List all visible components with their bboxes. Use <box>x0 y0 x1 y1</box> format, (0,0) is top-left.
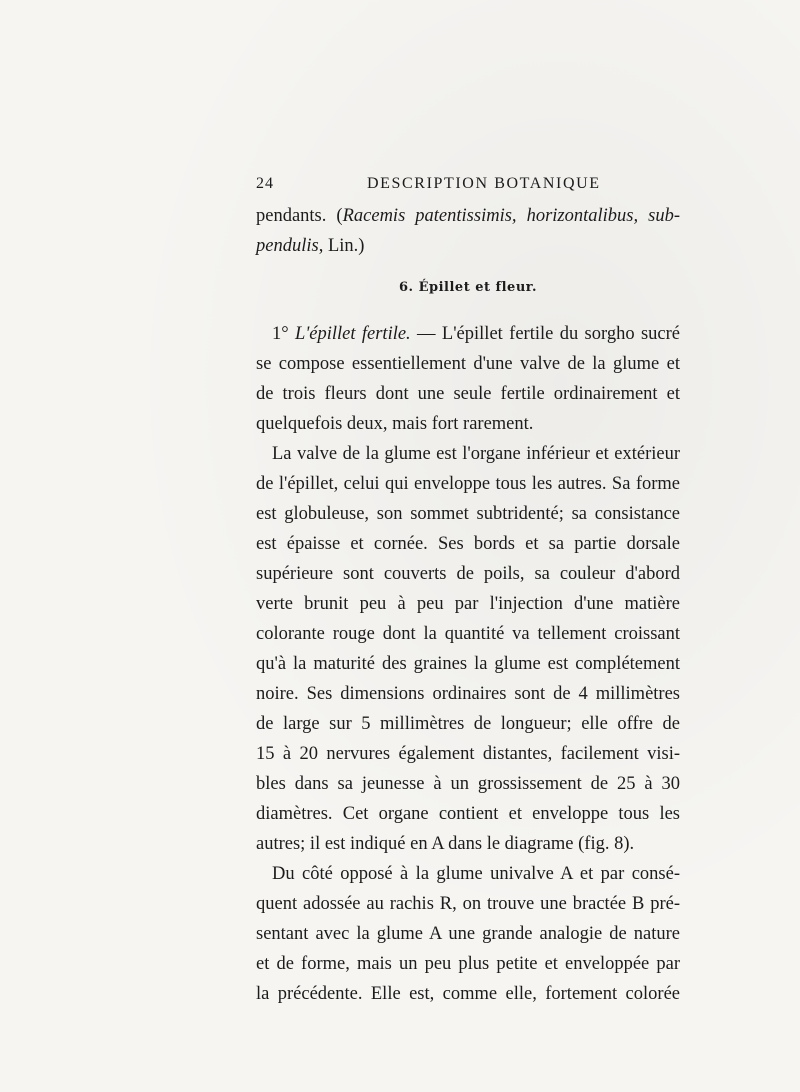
text-segment: diamètres. Cet organe contient et enveloppe tous les <box>256 804 680 824</box>
text-line <box>256 709 680 739</box>
text-segment: de large sur 5 millimètres de longueur; elle offre de <box>256 714 680 734</box>
paragraph-epillet-fertile <box>256 319 680 439</box>
text-line <box>256 409 680 439</box>
text-line <box>256 649 680 679</box>
italic-text: L'épillet fertile. <box>295 324 411 344</box>
text-line <box>256 589 680 619</box>
paragraph-valve-glume <box>256 439 680 859</box>
text-segment: quent adossée au rachis R, on trouve une bractée B pré- <box>256 894 680 914</box>
text-segment: — L'épillet fertile du sorgho sucré <box>410 324 680 344</box>
text-segment: et de forme, mais un peu plus petite et enveloppée par <box>256 954 680 974</box>
intro-paragraph <box>256 201 680 261</box>
text-line <box>256 919 680 949</box>
text-segment: autres; il est indiqué en A dans le diagrame (fig. 8). <box>256 834 635 854</box>
text-line <box>256 231 680 261</box>
text-segment: colorante rouge dont la quantité va tellement croissant <box>256 624 680 644</box>
text-line <box>256 349 680 379</box>
text-segment: de trois fleurs dont une seule fertile ordinairement et <box>256 384 680 404</box>
text-segment: qu'à la maturité des graines la glume est complétement <box>256 654 680 674</box>
text-segment: verte brunit peu à peu par l'injection d'une matière <box>256 594 680 614</box>
text-line <box>256 619 680 649</box>
text-line <box>256 859 680 889</box>
text-line <box>256 739 680 769</box>
text-line <box>256 499 680 529</box>
text-segment: est épaisse et cornée. Ses bords et sa partie dorsale <box>256 534 680 554</box>
section-heading: 6. Épillet et fleur. <box>399 280 537 295</box>
page-number: 24 <box>256 175 274 192</box>
text-segment: pendants. ( <box>256 206 343 226</box>
text-segment: quelquefois deux, mais fort rarement. <box>256 414 534 434</box>
body-text <box>256 201 680 1009</box>
text-segment: La valve de la glume est l'organe inférieur et extérieur <box>272 444 680 464</box>
text-segment: sentant avec la glume A une grande analogie de nature <box>256 924 680 944</box>
text-line <box>256 529 680 559</box>
page-header <box>256 175 680 197</box>
text-segment: , Lin.) <box>318 236 365 256</box>
text-line <box>256 949 680 979</box>
text-segment: la précédente. Elle est, comme elle, fortement colorée <box>256 984 680 1004</box>
text-line <box>256 829 680 859</box>
text-line <box>256 201 680 231</box>
text-segment: supérieure sont couverts de poils, sa couleur d'abord <box>256 564 680 584</box>
italic-text: Racemis patentissimis, horizontalibus, sub- <box>342 206 680 226</box>
text-segment: bles dans sa jeunesse à un grossissement de 25 à 30 <box>256 774 680 794</box>
text-line <box>256 769 680 799</box>
text-line <box>256 679 680 709</box>
italic-text: pendulis <box>256 236 319 256</box>
text-segment: est globuleuse, son sommet subtridenté; sa consistance <box>256 504 680 524</box>
text-segment: se compose essentiellement d'une valve de la glume et <box>256 354 680 374</box>
text-line <box>256 469 680 499</box>
text-line <box>256 559 680 589</box>
running-title: DESCRIPTION BOTANIQUE <box>367 175 601 192</box>
text-segment: 1° <box>272 324 296 344</box>
text-segment: 15 à 20 nervures également distantes, facilement visi- <box>256 744 680 764</box>
text-segment: noire. Ses dimensions ordinaires sont de 4 millimètres <box>256 684 680 704</box>
text-line <box>256 799 680 829</box>
text-segment: Du côté opposé à la glume univalve A et par consé- <box>272 864 680 884</box>
text-line <box>256 889 680 919</box>
paragraph-bractee <box>256 859 680 1009</box>
text-line <box>256 319 680 349</box>
text-line <box>256 979 680 1009</box>
text-segment: de l'épillet, celui qui enveloppe tous les autres. Sa forme <box>256 474 680 494</box>
text-line <box>256 439 680 469</box>
text-line <box>256 379 680 409</box>
